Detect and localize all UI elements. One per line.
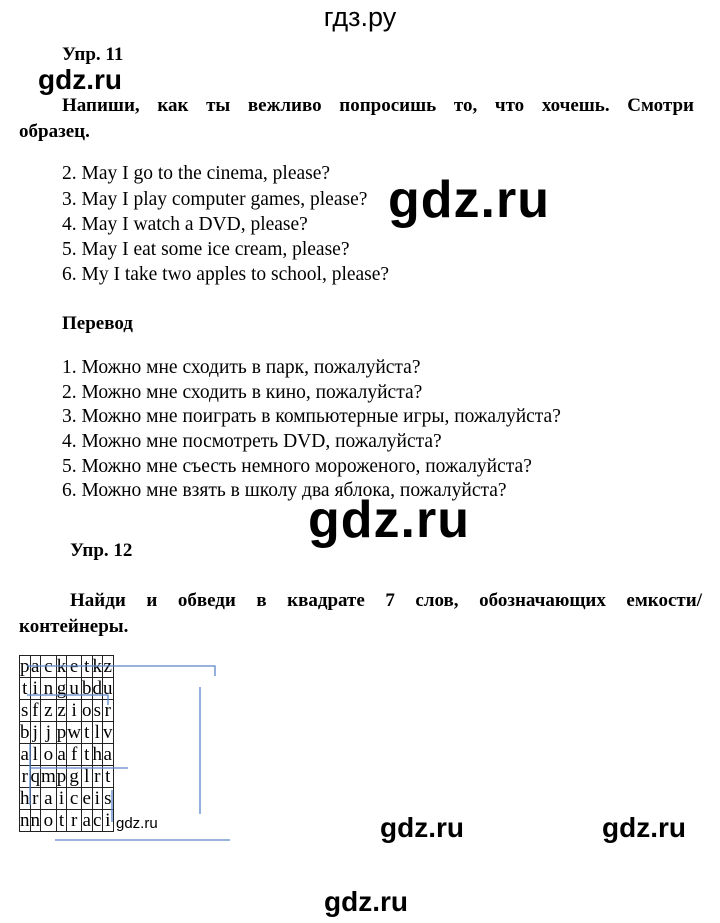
sentence-item: 6. My I take two apples to school, please? (62, 264, 390, 285)
grid-cell: t (82, 744, 93, 766)
grid-cell: a (20, 744, 29, 765)
watermark: gdz.ru (388, 171, 550, 229)
grid-cell: b (82, 678, 92, 699)
grid-cell: j (41, 722, 57, 744)
grid-cell: z (57, 700, 66, 721)
grid-row (20, 788, 114, 810)
grid-cell: f (67, 744, 82, 766)
grid-cell: l (30, 744, 41, 766)
sentence-item: 4. May I watch a DVD, please? (62, 214, 308, 235)
grid-cell: l (92, 722, 103, 744)
grid-cell: t (82, 656, 93, 678)
grid-cell: p (56, 722, 67, 743)
grid-cell: m (41, 766, 56, 787)
grid-cell: g (56, 678, 67, 699)
site-title: гдз.ру (323, 2, 397, 32)
grid-cell: p (56, 766, 67, 787)
grid-cell: f (30, 700, 41, 722)
watermark: gdz.ru (38, 64, 122, 95)
grid-cell: i (103, 810, 114, 832)
grid-cell: a (82, 810, 91, 831)
grid-cell: i (56, 788, 67, 810)
grid-cell: o (41, 744, 57, 766)
sentence-item: 2. May I go to the cinema, please? (62, 163, 331, 184)
grid-cell: p (20, 656, 30, 677)
grid-cell: t (103, 766, 114, 788)
watermark: gdz.ru (380, 812, 464, 843)
grid-cell: t (82, 722, 93, 744)
translation-item: 6. Можно мне взять в школу два яблока, пожалуйста? (62, 480, 507, 501)
word-search-grid (19, 655, 114, 832)
translation-item: 2. Можно мне сходить в кино, пожалуйста? (62, 382, 423, 403)
grid-cell: g (67, 766, 82, 788)
sentence-item: 3. May I play computer games, please? (62, 189, 368, 210)
grid-row (20, 722, 114, 744)
grid-row (20, 810, 114, 832)
grid-cell: r (103, 700, 114, 722)
grid-cell: z (103, 656, 112, 677)
translation-heading: Перевод (62, 313, 133, 334)
exercise-11-task-line-2: образец. (19, 121, 90, 142)
grid-row (20, 766, 114, 788)
exercise-12-task-line-2: контейнеры. (19, 616, 129, 637)
grid-cell: e (67, 656, 82, 678)
grid-cell: o (82, 700, 92, 721)
grid-cell: s (93, 700, 101, 721)
grid-cell: u (103, 678, 113, 699)
exercise-11-task-line-1: Напиши, как ты вежливо попросишь то, что хочешь. Смотри (62, 95, 694, 116)
grid-cell: r (67, 810, 82, 832)
watermark: gdz.ru (308, 491, 470, 549)
grid-cell: r (30, 788, 41, 810)
watermark: gdz.ru (602, 812, 686, 843)
grid-cell: t (20, 678, 31, 700)
grid-row (20, 744, 114, 766)
grid-cell: k (56, 656, 67, 677)
grid-cell: s (104, 788, 112, 809)
grid-cell: w (67, 722, 82, 743)
translation-item: 1. Можно мне сходить в парк, пожалуйста? (62, 357, 421, 378)
grid-cell: i (67, 700, 82, 722)
grid-cell: i (92, 788, 103, 810)
watermark: gdz.ru (116, 815, 158, 832)
grid-cell: c (41, 656, 57, 678)
grid-cell: r (92, 766, 103, 788)
grid-cell: b (20, 722, 30, 743)
grid-cell: a (57, 744, 66, 765)
sentence-item: 5. May I eat some ice cream, please? (62, 239, 350, 260)
grid-cell: a (31, 656, 40, 677)
grid-cell: v (103, 722, 113, 743)
grid-cell: h (92, 744, 103, 765)
grid-row (20, 656, 114, 678)
grid-cell: c (67, 788, 82, 810)
grid-row (20, 678, 114, 700)
grid-cell: u (67, 678, 82, 700)
translation-item: 5. Можно мне съесть немного мороженого, пожалуйста? (62, 456, 532, 477)
grid-cell: l (82, 766, 93, 788)
grid-cell: r (20, 766, 31, 788)
exercise-11-heading: Упр. 11 (62, 44, 124, 65)
watermark: gdz.ru (324, 886, 408, 917)
exercise-12-task-line-1: Найди и обведи в квадрате 7 слов, обозначающих емкости/ (70, 590, 702, 611)
grid-cell: n (30, 810, 40, 831)
grid-cell: e (82, 788, 91, 809)
grid-cell: a (103, 744, 112, 765)
translation-item: 4. Можно мне посмотреть DVD, пожалуйста? (62, 431, 442, 452)
grid-cell: a (41, 788, 57, 810)
translation-item: 3. Можно мне поиграть в компьютерные игры, пожалуйста? (62, 406, 561, 427)
grid-cell: z (41, 700, 57, 722)
grid-cell: h (20, 788, 30, 809)
grid-cell: n (41, 678, 57, 700)
grid-cell: s (21, 700, 29, 721)
grid-cell: c (93, 810, 102, 831)
grid-cell: d (92, 678, 103, 699)
grid-cell: t (56, 810, 67, 832)
grid-cell: o (41, 810, 57, 832)
grid-cell: k (92, 656, 103, 677)
grid-cell: n (20, 810, 30, 831)
grid-cell: q (30, 766, 40, 787)
exercise-12-heading: Упр. 12 (70, 540, 133, 561)
grid-row (20, 700, 114, 722)
grid-cell: i (30, 678, 41, 700)
grid-cell: j (30, 722, 41, 744)
